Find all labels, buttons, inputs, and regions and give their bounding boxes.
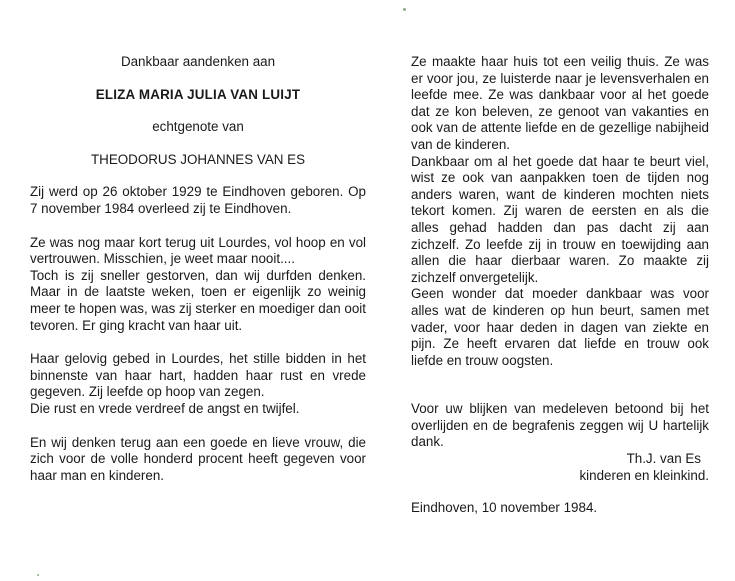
right-column: [411, 54, 709, 517]
signature-family: kinderen en kleinkind.: [579, 467, 709, 483]
signature-name: Th.J. van Es: [626, 451, 701, 467]
thanks-paragraph: Voor uw blijken van medeleven betoond bij het overlijden en de begrafenis zeggen wij U hartelijk dank.: [411, 401, 709, 450]
relation-line: echtgenote van: [152, 119, 244, 135]
wonder-paragraph: Geen wonder dat moeder dankbaar was voor alles wat de kinderen op hun beurt, samen met vader, voor haar deden in dagen van ziekte en pijn. Ze heeft ervaren dat liefde en trouw ook liefde en trouw oogsten.: [411, 286, 709, 368]
home-paragraph: Ze maakte haar huis tot een veilig thuis. Ze was er voor jou, ze luisterde naar je levensverhalen en leefde mee. Ze was dankbaar voor al het goede dat ze kon beleven, ze genoot van vakanties en ook van de attente liefde en de gezellige nabijheid van de kinderen.: [411, 54, 709, 152]
passed-paragraph: Toch is zij sneller gestorven, dan wij durfden denken. Maar in de laatste weken, toen er eigenlijk zo weinig meer te hopen was, was zij sterker en moediger dan ooit tevoren. Er ging kracht van haar uit.: [30, 267, 366, 333]
birth-paragraph: Zij werd op 26 oktober 1929 te Eindhoven geboren. Op 7 november 1984 overleed zij te Eindhoven.: [30, 184, 366, 216]
deceased-name: ELIZA MARIA JULIA VAN LUIJT: [95, 86, 301, 102]
paper-speck-top: [403, 8, 406, 11]
grateful-paragraph: Dankbaar om al het goede dat haar te beurt viel, wist ze ook van aanpakken toen de tijden nog anders waren, want de kinderen mochten niets tekort komen. Zij waren de eersten en als die alles gehad hadden dan pas dacht zij aan zichzelf. Zo leefde zij in trouw en toewijding aan allen die haar dierbaar waren. Zo maakte zij zichzelf onvergetelijk.: [411, 153, 709, 285]
place-date: Eindhoven, 10 november 1984.: [411, 500, 598, 516]
peace-line: Die rust en vrede verdreef de angst en twijfel.: [30, 400, 300, 416]
prayer-paragraph: Haar gelovig gebed in Lourdes, het stille bidden in het binnenste van haar hart, hadden haar rust en vrede gegeven. Zij leefde op hoop van zegen.: [30, 351, 366, 400]
lourdes-paragraph: Ze was nog maar kort terug uit Lourdes, vol hoop en vol vertrouwen. Misschien, je weet maar nooit....: [30, 234, 366, 267]
spouse-name: THEODORUS JOHANNES VAN ES: [90, 151, 306, 167]
paper-speck-bottom-left: [37, 574, 39, 576]
remember-paragraph: En wij denken terug aan een goede en lieve vrouw, die zich voor de volle honderd procent heeft gegeven voor haar man en kinderen.: [30, 434, 366, 483]
intro-line: Dankbaar aandenken aan: [120, 54, 276, 69]
left-column: [30, 54, 366, 484]
